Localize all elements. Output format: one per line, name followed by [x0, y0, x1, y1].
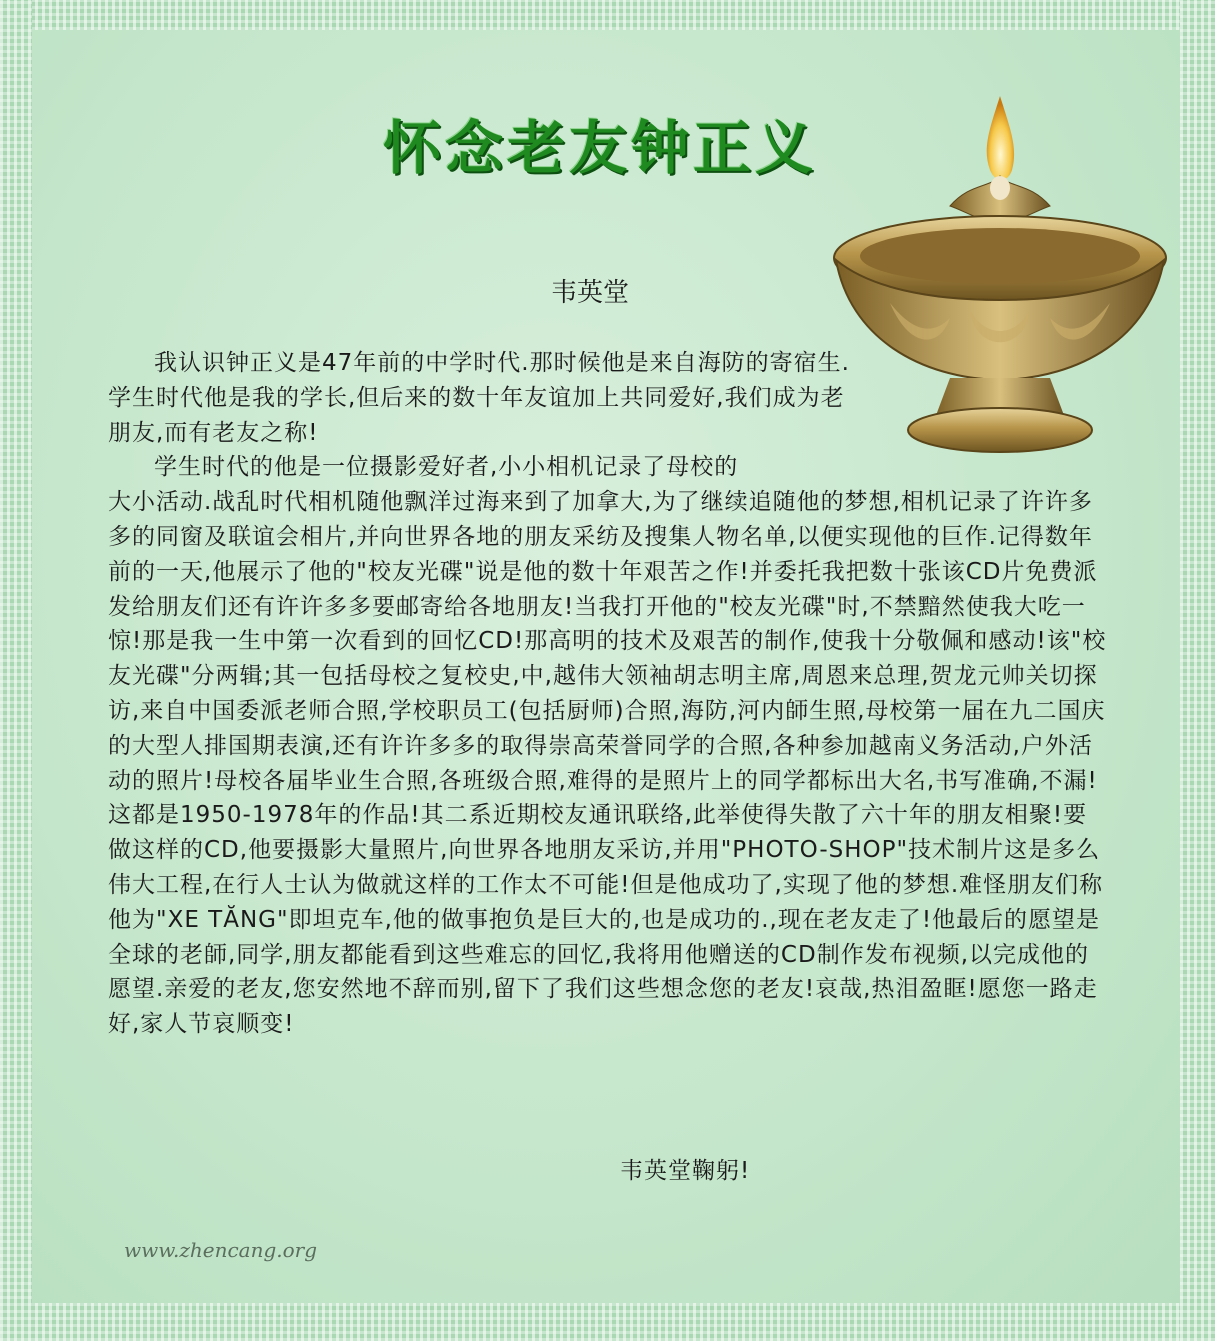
watermark: www.zhencang.org [124, 1238, 318, 1262]
paragraph: 我认识钟正义是47年前的中学时代.那时候他是来自海防的寄宿生.学生时代他是我的学长,但后来的数十年友谊加上共同爱好,我们成为老朋友,而有老友之称! [108, 350, 850, 446]
decorative-border-top [0, 0, 1215, 30]
paragraph: 大小活动.战乱时代相机随他飘洋过海来到了加拿大,为了继续追随他的梦想,相机记录了许许多多的同窗及联谊会相片,并向世界各地的朋友采纺及搜集人物名单,以便实现他的巨作.记得数年前的一天,他展示了他的"校友光碟"说是他的数十年艰苦之作!并委托我把数十张该CD片免费派发给朋友们还有许许多多要邮寄给各地朋友!当我打开他的"校友光碟"时,不禁黯然使我大吃一惊!那是我一生中第一次看到的回忆CD!那高明的技术及艰苦的制作,使我十分敬佩和感动!该"校友光碟"分两辑;其一包括母校之复校史,中,越伟大领袖胡志明主席,周恩来总理,贺龙元帅关切探访,来自中国委派老师合照,学校职员工(包括厨师)合照,海防,河内師生照,母校第一届在九二国庆的大型人排国期表演,还有许许多多的取得崇高荣誉同学的合照,各种参加越南义务活动,户外活动的照片!母校各届毕业生合照,各班级合照,难得的是照片上的同学都标出大名,书写准确,不漏!这都是1950-1978年的作品!其二系近期校友通讯联络,此举使得失散了六十年的朋友相聚!要做这样的CD,他要摄影大量照片,向世界各地朋友采访,并用"PHOTO-SHOP"技术制片这是多么伟大工程,在行人士认为做就这样的工作太不可能!但是他成功了,实现了他的梦想.难怪朋友们称他为"XE TĂNG"即坦克车,他的做事抱负是巨大的,也是成功的.,现在老友走了!他最后的愿望是全球的老師,同学,朋友都能看到这些难忘的回忆,我将用他赠送的CD制作发布视频,以完成他的愿望.亲爱的老友,您安然地不辞而别,留下了我们这些想念您的老友!哀哉,热泪盈眶!愿您一路走好,家人节哀顺变! [108, 489, 1107, 1038]
decorative-border-bottom [0, 1303, 1215, 1341]
author-name: 韦英堂 [550, 278, 629, 308]
decorative-border-left [0, 0, 32, 1341]
paragraph: 学生时代的他是一位摄影爱好者,小小相机记录了母校的 [154, 454, 739, 481]
page-title: 怀念老友钟正义 [382, 114, 817, 182]
signature: 韦英堂鞠躬! [620, 1158, 751, 1184]
decorative-border-right [1180, 0, 1215, 1341]
article-body [108, 346, 1108, 1042]
